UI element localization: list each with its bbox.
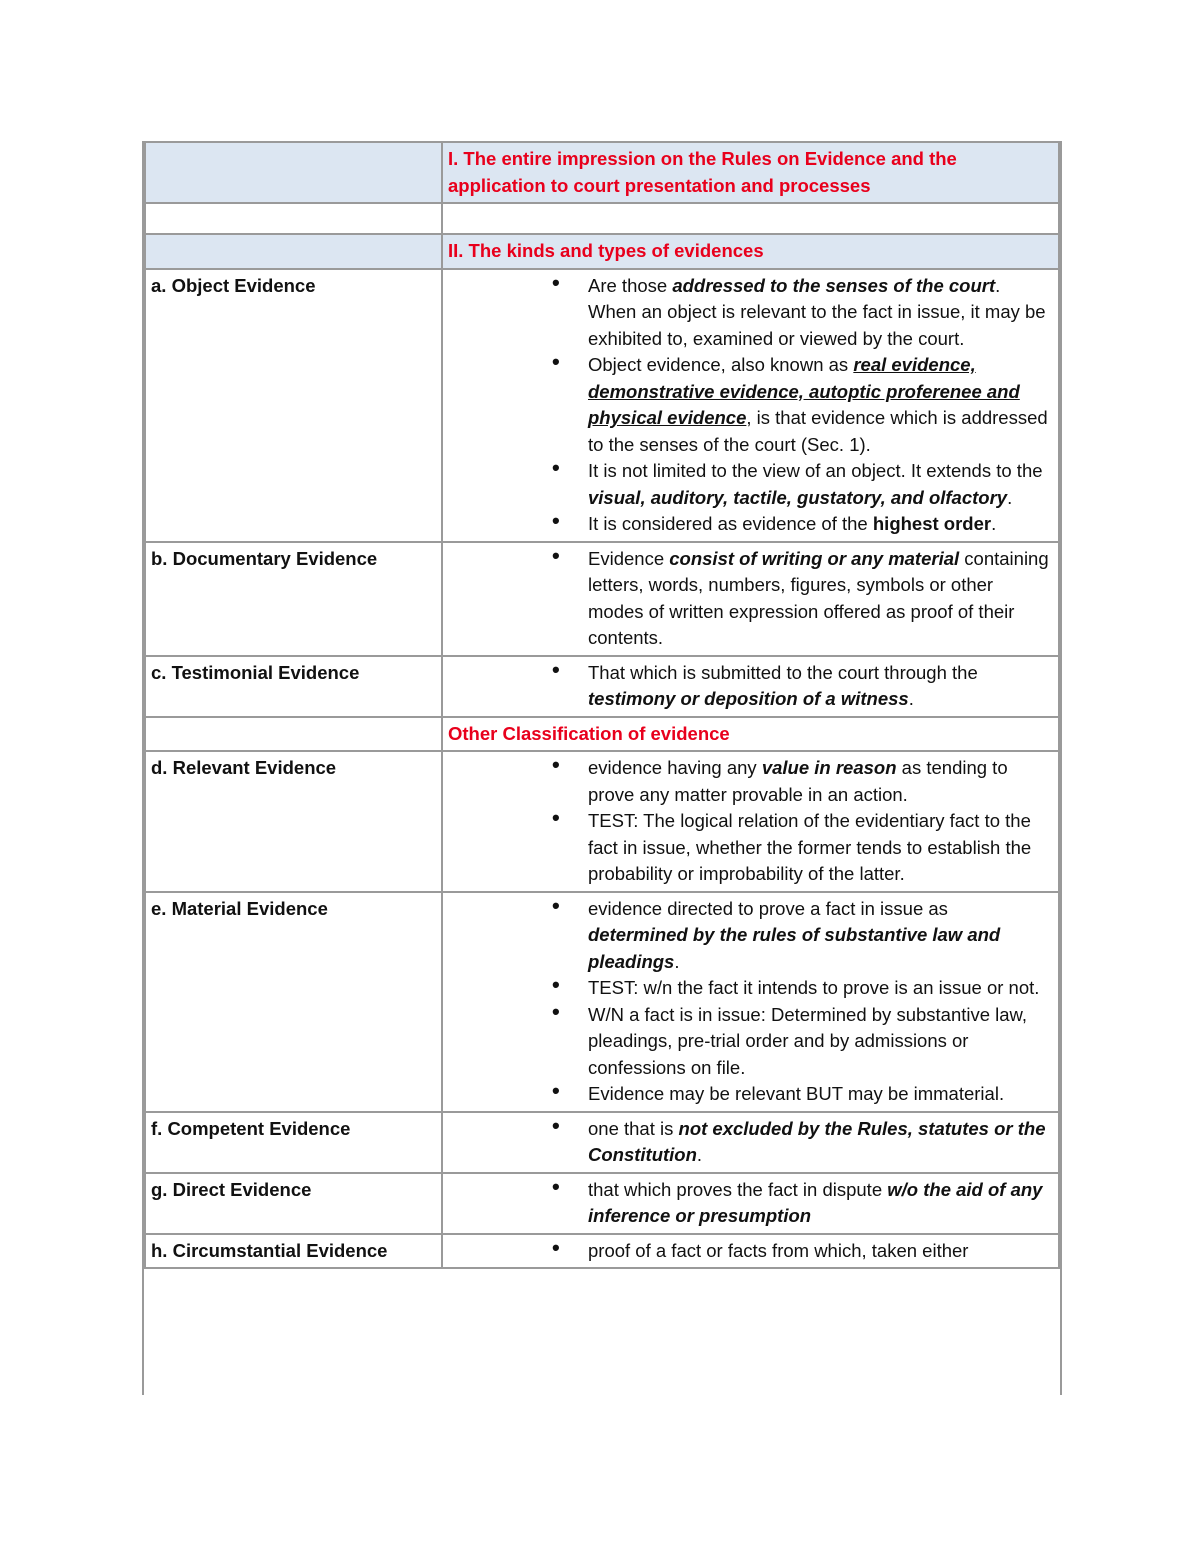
row-label: g. Direct Evidence <box>145 1173 442 1234</box>
text: containing letters, words, numbers, figures, symbols or other modes of written expression offered as proof of their contents. <box>588 547 1049 648</box>
list-item <box>588 546 1052 652</box>
list-item <box>588 660 1052 713</box>
title-line-2: application to court presentation and processes <box>448 174 871 196</box>
text: It is not limited to the view of an object. It extends to the <box>588 460 1043 481</box>
competent-evidence-row <box>145 1112 1059 1173</box>
bullet-list <box>448 755 1052 888</box>
documentary-evidence-row <box>145 542 1059 656</box>
list-item <box>588 273 1052 353</box>
text: one that is <box>588 1117 679 1139</box>
row-content <box>442 892 1059 1112</box>
text: That which is submitted to the court through the <box>588 661 978 683</box>
list-item: • TEST: w/n the fact it intends to prove is an issue or not. <box>588 975 1052 1002</box>
list-item <box>588 511 1052 538</box>
bullet-list <box>448 546 1052 652</box>
text: that which proves the fact in dispute <box>588 1178 888 1200</box>
bullet-list <box>448 273 1052 538</box>
title-row <box>145 142 1059 203</box>
empty-cell-left <box>145 203 442 234</box>
text: Are those <box>588 274 673 296</box>
testimonial-evidence-row <box>145 656 1059 717</box>
row-label: c. Testimonial Evidence <box>145 656 442 717</box>
bullet-list <box>448 660 1052 713</box>
other-classification-cell <box>442 717 1059 752</box>
emphasis-text: not excluded by the Rules, statutes or the Constitution <box>588 1117 1046 1165</box>
material-evidence-row <box>145 892 1059 1112</box>
emphasis-text: visual, auditory, tactile, gustatory, and olfactory <box>588 486 1008 508</box>
relevant-evidence-row <box>145 751 1059 892</box>
kinds-heading-left-cell <box>145 234 442 269</box>
direct-evidence-row <box>145 1173 1059 1234</box>
emphasis-text: highest order <box>872 513 992 534</box>
document-page <box>142 141 1062 1395</box>
row-content <box>442 542 1059 656</box>
text: . <box>1007 486 1013 508</box>
row-label: e. Material Evidence <box>145 892 442 1112</box>
other-classification-heading: Other Classification of evidence <box>448 722 730 744</box>
text: . <box>991 513 997 534</box>
row-label: a. Object Evidence <box>145 269 442 542</box>
circumstantial-evidence-row <box>145 1234 1059 1269</box>
text: . <box>696 1144 703 1165</box>
other-classification-row <box>145 717 1059 752</box>
text: evidence directed to prove a fact in issue as <box>588 897 948 919</box>
title-line-1: I. The entire impression on the Rules on Evidence and the <box>448 148 957 169</box>
row-content <box>442 269 1059 542</box>
text: . When an object is relevant to the fact in issue, it may be exhibited to, examined or viewed by the court. <box>588 274 1046 349</box>
list-item <box>588 1177 1052 1230</box>
list-item <box>588 458 1052 511</box>
kinds-heading: II. The kinds and types of evidences <box>448 240 764 261</box>
row-label: h. Circumstantial Evidence <box>145 1234 442 1269</box>
list-item <box>588 1116 1052 1169</box>
object-evidence-row <box>145 269 1059 542</box>
row-label: d. Relevant Evidence <box>145 751 442 892</box>
emphasis-text: real evidence, demonstrative evidence, autoptic proferenee and physical evidence <box>588 354 1020 428</box>
text: . <box>908 688 914 709</box>
list-item: • proof of a fact or facts from which, taken either <box>588 1238 1052 1265</box>
title-cell <box>442 142 1059 203</box>
row-content <box>442 656 1059 717</box>
emphasis-text: determined by the rules of substantive law and pleadings <box>588 924 1001 972</box>
row-label: b. Documentary Evidence <box>145 542 442 656</box>
list-item <box>588 755 1052 808</box>
text: as tending to prove any matter provable in an action. <box>588 757 1008 805</box>
list-item <box>588 352 1052 458</box>
emphasis-text: testimony or deposition of a witness <box>588 688 909 709</box>
text: It is considered as evidence of the <box>588 513 873 534</box>
text: evidence having any <box>588 757 762 778</box>
list-item: • Evidence may be relevant BUT may be immaterial. <box>588 1081 1052 1108</box>
emphasis-text: consist of writing or any material <box>669 547 960 569</box>
empty-cell-right <box>442 203 1059 234</box>
title-row-left-cell <box>145 142 442 203</box>
list-item: • W/N a fact is in issue: Determined by substantive law, pleadings, pre-trial order and by admissions or confessions on file. <box>588 1002 1052 1082</box>
text: . <box>674 950 680 972</box>
emphasis-text: w/o the aid of any inference or presumption <box>588 1178 1043 1226</box>
row-content <box>442 1112 1059 1173</box>
row-content <box>442 1234 1059 1269</box>
list-item: • TEST: The logical relation of the evidentiary fact to the fact in issue, whether the former tends to establish the probability or improbability of the latter. <box>588 808 1052 888</box>
row-label: f. Competent Evidence <box>145 1112 442 1173</box>
bullet-list <box>448 1177 1052 1230</box>
evidence-table <box>144 141 1060 1269</box>
list-item <box>588 896 1052 976</box>
kinds-heading-row <box>145 234 1059 269</box>
bullet-list <box>448 1116 1052 1169</box>
text: Object evidence, also known as <box>588 354 854 375</box>
emphasis-text: value in reason <box>761 757 897 778</box>
bullet-list <box>448 896 1052 1108</box>
row-content <box>442 751 1059 892</box>
empty-row <box>145 203 1059 234</box>
text: , is that evidence which is addressed to the senses of the court (Sec. 1). <box>588 407 1048 455</box>
kinds-heading-cell <box>442 234 1059 269</box>
row-content <box>442 1173 1059 1234</box>
other-classification-left-cell <box>145 717 442 752</box>
text: Evidence <box>588 547 670 569</box>
emphasis-text: addressed to the senses of the court <box>672 274 996 296</box>
bullet-list <box>448 1238 1052 1265</box>
